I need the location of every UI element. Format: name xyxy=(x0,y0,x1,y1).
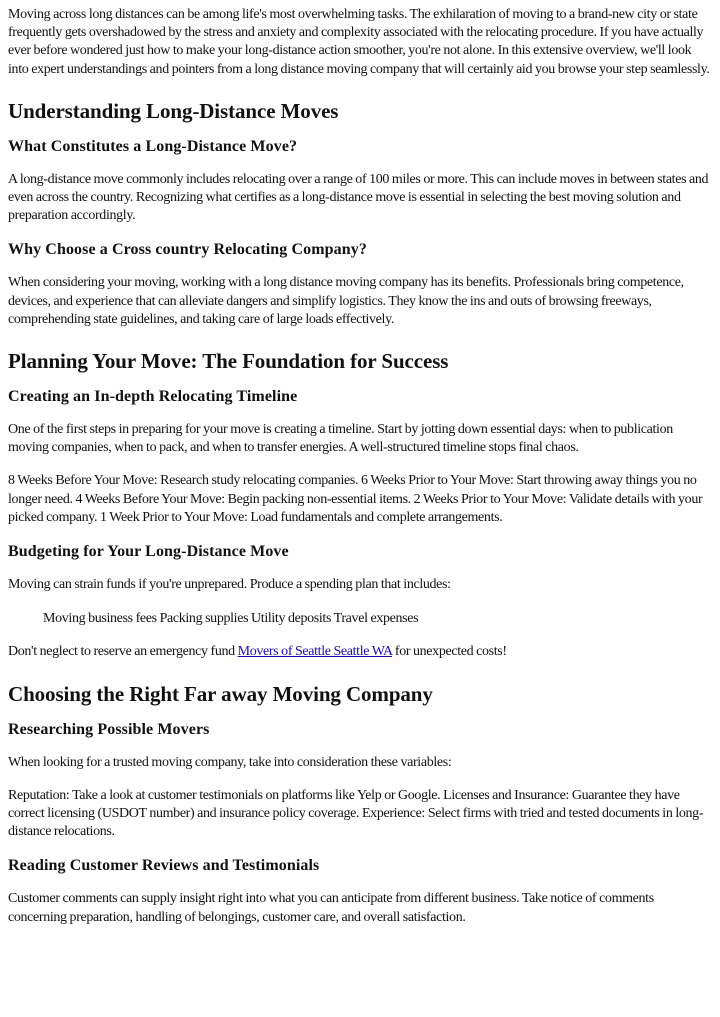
paragraph-reviews: Customer comments can supply insight right into what you can anticipate from different business. Take notice of comments concerning preparation, handling of belongings, customer care, and overall satisfaction. xyxy=(8,891,654,925)
budget-list: Moving business fees Packing supplies Utility deposits Travel expenses xyxy=(43,611,419,627)
subheading-what-constitutes: What Constitutes a Long-Distance Move? xyxy=(8,137,298,155)
paragraph-emergency-fund xyxy=(8,643,712,661)
paragraph-timeline: One of the first steps in preparing for your move is creating a timeline. Start by jotting down essential days: when to publication moving companies, when to pack, and when to transfer energies. A well-structured timeline stops final chaos. xyxy=(8,422,673,456)
paragraph-why-choose: When considering your moving, working with a long distance moving company has its benefits. Professionals bring competence, devices, and experience that can alleviate dangers and simplify logistics. They know the ins and outs of browsing freeways, comprehending state guidelines, and taking care of large loads effectively. xyxy=(8,275,684,327)
subheading-reviews: Reading Customer Reviews and Testimonials xyxy=(8,857,320,875)
intro-paragraph: Moving across long distances can be among life's most overwhelming tasks. The exhilaration of moving to a brand-new city or state frequently gets overshadowed by the stress and anxiety and complexity associated with the relocating procedure. If you have actually ever before wondered just how to make your long-distance action smoother, you're not alone. In this extensive overview, we'll look into expert understandings and pointers from a long distance moving company that will certainly aid you browse your step seamlessly. xyxy=(8,7,710,77)
subheading-researching: Researching Possible Movers xyxy=(8,720,210,738)
subheading-timeline: Creating an In-depth Relocating Timeline xyxy=(8,388,298,406)
emergency-fund-text-before: Don't neglect to reserve an emergency fund xyxy=(8,644,238,660)
section-heading-understanding: Understanding Long-Distance Moves xyxy=(8,98,339,123)
paragraph-criteria: Reputation: Take a look at customer testimonials on platforms like Yelp or Google. Licenses and Insurance: Guarantee they have correct licensing (USDOT number) and insurance policy coverage. Experience: Select firms with tried and tested documents in long-distance relocations. xyxy=(8,787,704,840)
section-heading-choosing: Choosing the Right Far away Moving Company xyxy=(8,681,433,706)
paragraph-budgeting: Moving can strain funds if you're unprepared. Produce a spending plan that includes: xyxy=(8,577,451,593)
movers-link[interactable]: Movers of Seattle Seattle WA xyxy=(237,644,393,660)
paragraph-researching: When looking for a trusted moving company, take into consideration these variables: xyxy=(8,754,452,770)
section-heading-planning: Planning Your Move: The Foundation for Success xyxy=(8,349,449,374)
subheading-budgeting: Budgeting for Your Long-Distance Move xyxy=(8,543,289,561)
paragraph-what-constitutes: A long-distance move commonly includes relocating over a range of 100 miles or more. This can include moves in between states and even across the country. Recognizing what certifies as a long-distance move is essential in selecting the best moving solution and preparation accordingly. xyxy=(8,171,709,224)
paragraph-timeline-steps: 8 Weeks Before Your Move: Research study relocating companies. 6 Weeks Prior to Your Move: Start throwing away things you no longer need. 4 Weeks Before Your Move: Begin packing non-essential items. 2 Weeks Prior to Your Move: Validate details with your picked company. 1 Week Prior to Your Move: Load fundamentals and complete arrangements. xyxy=(8,473,703,525)
emergency-fund-text-after: for unexpected costs! xyxy=(392,644,507,660)
subheading-why-choose: Why Choose a Cross country Relocating Company? xyxy=(8,241,367,259)
